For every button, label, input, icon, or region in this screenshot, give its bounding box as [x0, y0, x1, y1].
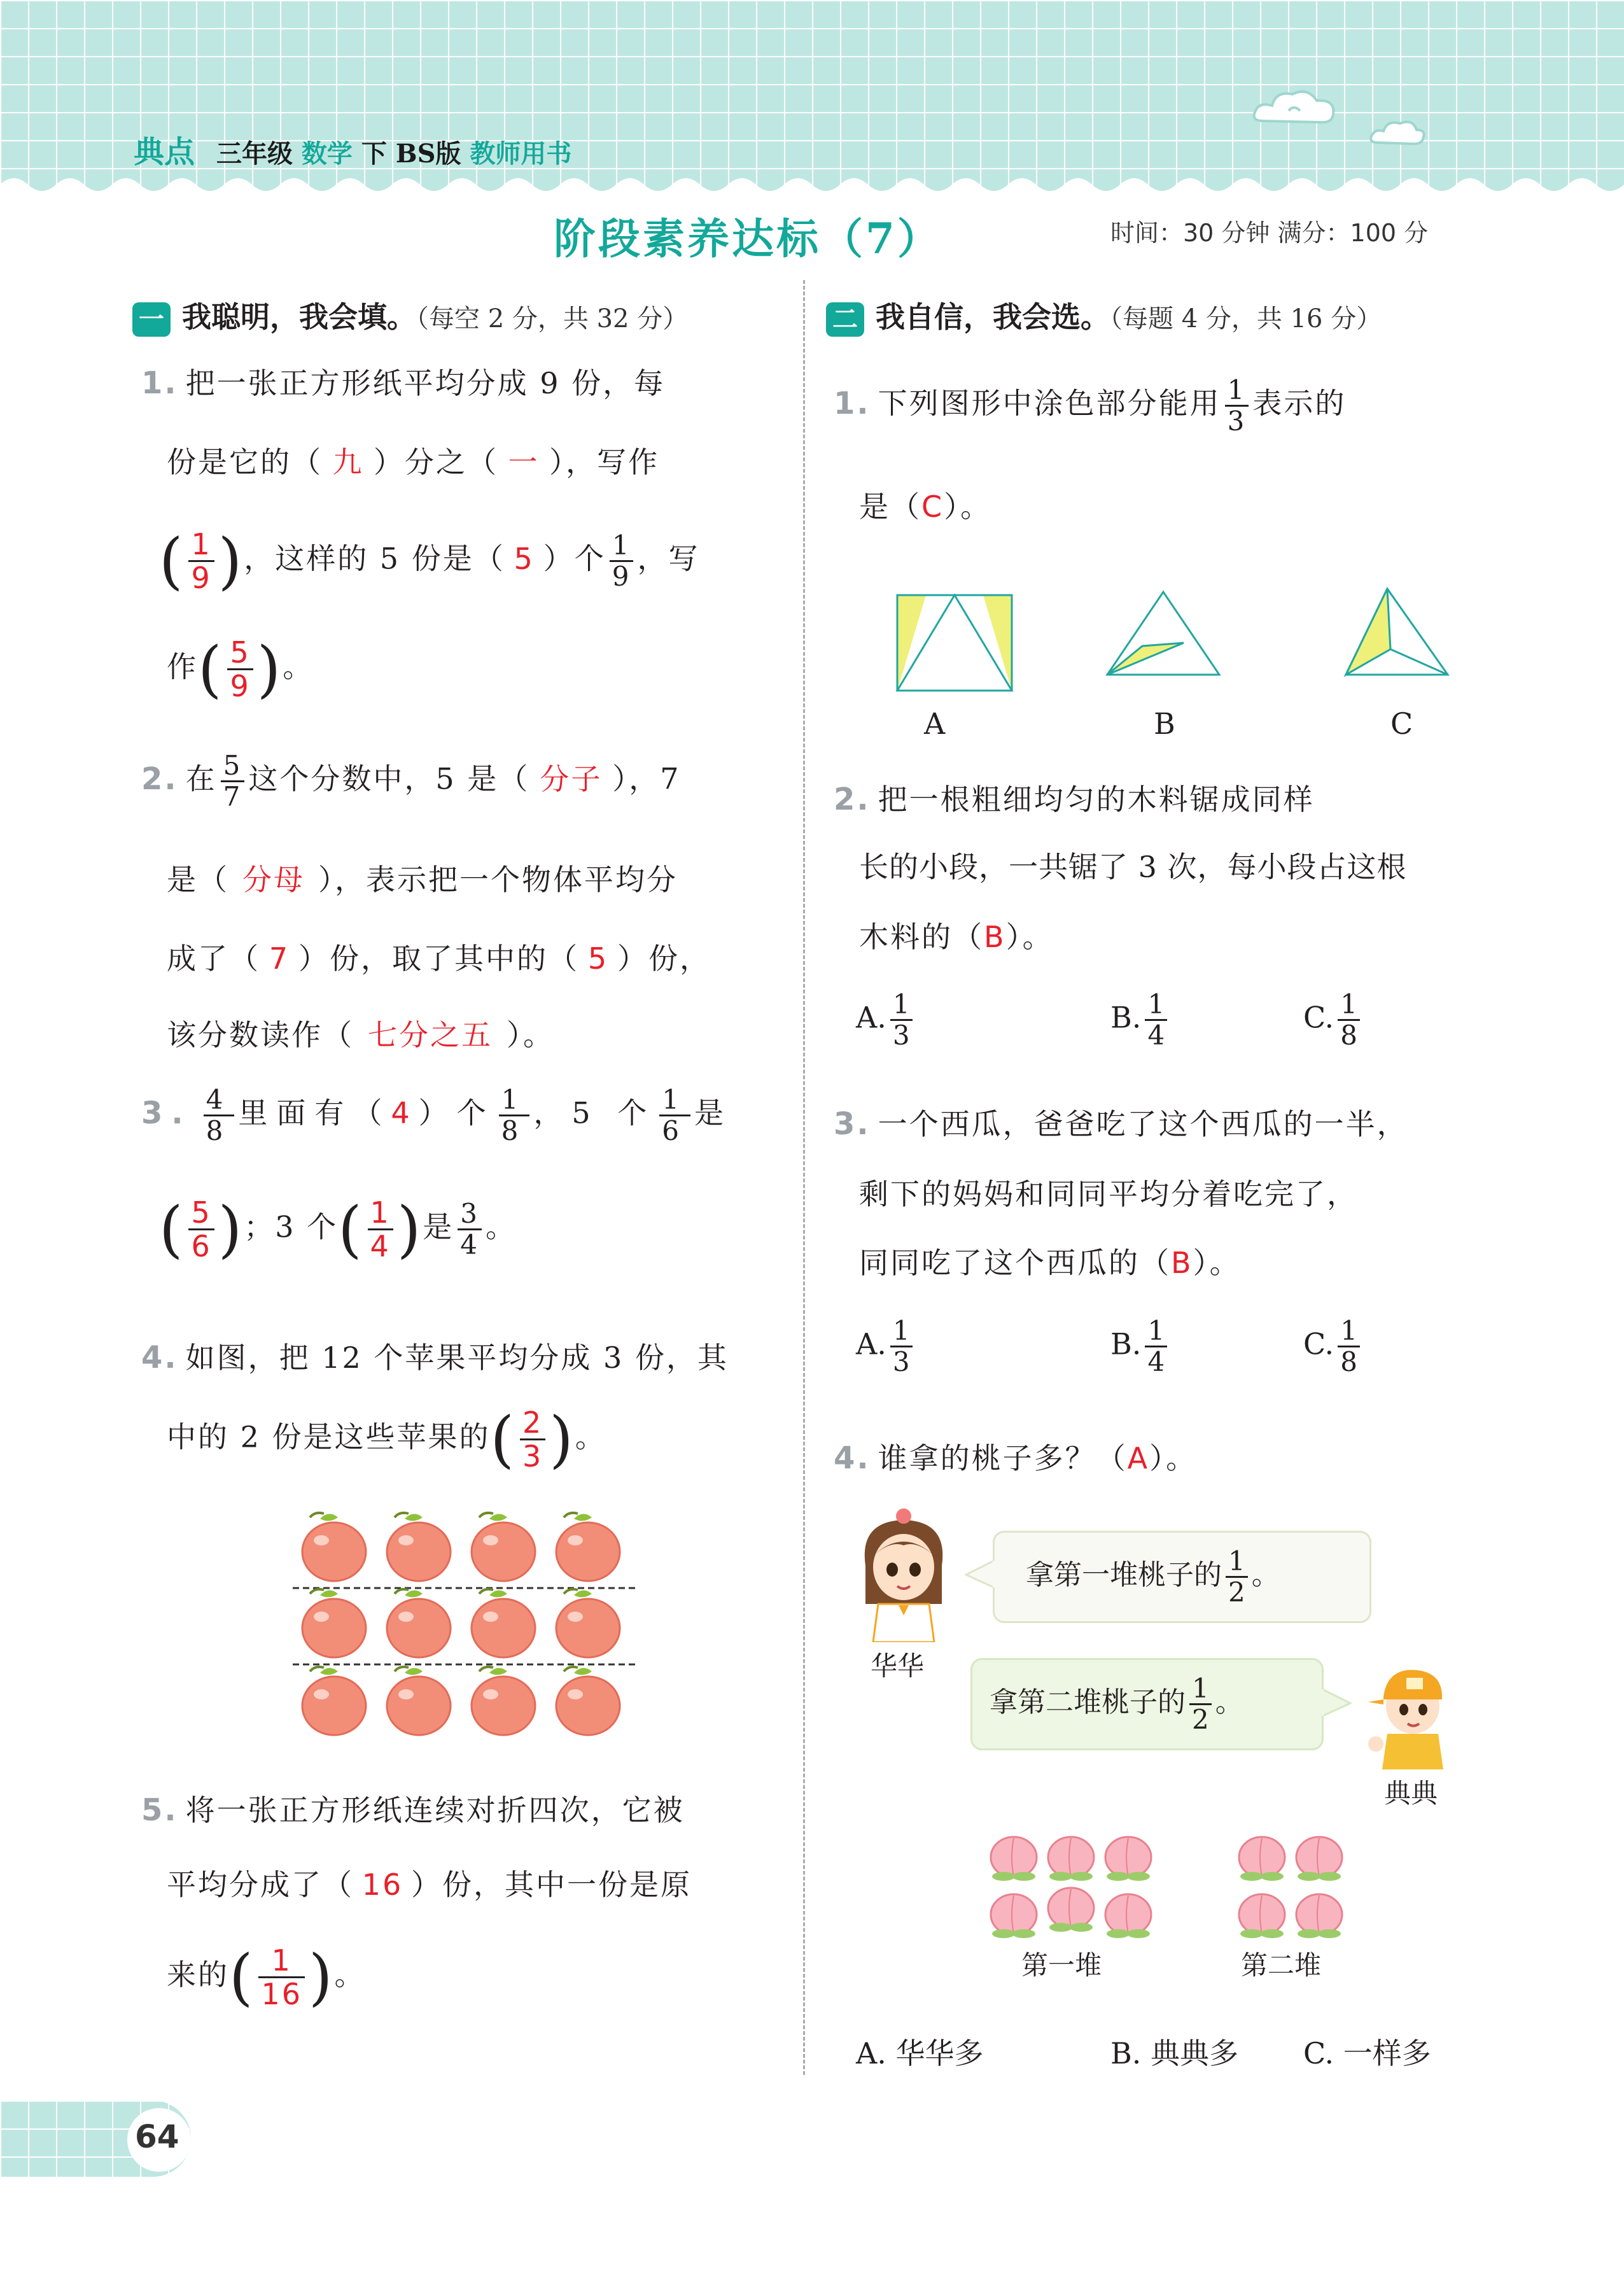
- text: 。: [486, 1209, 517, 1244]
- fraction: [610, 531, 634, 591]
- peach-icon: [1296, 1837, 1342, 1881]
- peach-icon: [1296, 1894, 1342, 1938]
- paren: ): [218, 1193, 244, 1265]
- apple-icon: [387, 1667, 451, 1735]
- header-book-type: 教师用书: [470, 139, 572, 169]
- numerator: 2: [522, 1405, 543, 1440]
- s2-q3-line2: [859, 1171, 1358, 1213]
- fraction: [659, 1085, 690, 1146]
- question-text: 长的小段，一共锯了 3 次，每小段占这根: [859, 850, 1407, 884]
- numerator: 1: [501, 1084, 528, 1115]
- s2-q2-option-a[interactable]: [856, 990, 916, 1050]
- s2-q3-option-b[interactable]: [1110, 1316, 1171, 1377]
- boy-avatar: [1362, 1661, 1457, 1769]
- apple-icon: [556, 1667, 620, 1735]
- text: ，5 个: [533, 1095, 656, 1130]
- numerator: 1: [1340, 1315, 1357, 1346]
- denominator: 8: [206, 1115, 232, 1146]
- text: 。: [1215, 1686, 1243, 1719]
- s2-q3-line1: [834, 1101, 1408, 1143]
- text: ）分之（: [374, 445, 498, 479]
- paren: (: [490, 1403, 516, 1475]
- denominator: 7: [223, 781, 242, 812]
- option-label: C.: [1303, 1000, 1334, 1035]
- numerator: 1: [271, 1943, 292, 1978]
- text: ），7: [612, 761, 681, 796]
- fraction: [204, 1085, 235, 1146]
- fraction: [1145, 1316, 1167, 1377]
- s1-q4-line1: [141, 1335, 729, 1377]
- s1-q1-line4: [167, 633, 314, 705]
- paren: (: [198, 633, 224, 705]
- fraction: [499, 1085, 530, 1146]
- section1-header: [132, 294, 688, 337]
- fraction: [458, 1199, 482, 1260]
- peach-icon: [1239, 1837, 1285, 1881]
- text: ），写作: [549, 445, 659, 479]
- answer: 5: [514, 541, 535, 576]
- paren: (: [159, 525, 185, 597]
- fraction: [1226, 1547, 1248, 1607]
- girl-avatar: [853, 1508, 955, 1642]
- apple-icon: [302, 1513, 366, 1581]
- denominator: 3: [1227, 405, 1247, 437]
- text: 作: [167, 649, 198, 684]
- section1-badge: 一: [132, 302, 171, 337]
- s1-q5-line2: [167, 1862, 692, 1904]
- page-title: 阶段素养达标（7）: [554, 214, 942, 264]
- question-number: 2.: [141, 761, 178, 797]
- text: 是（: [859, 489, 921, 524]
- pile-1-label: 第一堆: [1021, 1950, 1102, 1981]
- denominator: 4: [370, 1229, 391, 1263]
- paren: (: [229, 1941, 255, 2013]
- peach-icon: [1048, 1888, 1094, 1932]
- question-number: 2.: [834, 782, 871, 817]
- text: 。: [575, 1419, 606, 1454]
- apple-icon: [302, 1667, 366, 1735]
- shape-label-a: A: [924, 707, 946, 741]
- peach-icon: [991, 1837, 1037, 1881]
- fraction: [890, 1316, 913, 1377]
- denominator: 6: [662, 1115, 689, 1146]
- s2-q1-line1: [834, 376, 1346, 436]
- s1-q2-line4: [167, 1012, 554, 1054]
- s2-q3-line3: [859, 1240, 1241, 1282]
- denominator: 4: [1147, 1346, 1165, 1377]
- denominator: 3: [892, 1346, 910, 1377]
- apple-icon: [472, 1513, 535, 1581]
- option-label: A.: [856, 1326, 886, 1361]
- answer-fraction: [188, 1197, 214, 1262]
- header-brand: [134, 127, 571, 171]
- answer-fraction: [188, 528, 214, 594]
- section1-title: 我聪明，我会填。: [182, 300, 416, 334]
- girl-name: 华华: [871, 1650, 925, 1682]
- question-text: 把一根粗细均匀的木料锯成同样: [878, 782, 1315, 817]
- text: 该分数读作（: [167, 1018, 354, 1052]
- text: ）份，其中一份是原: [411, 1867, 692, 1902]
- s1-q3-line2: [159, 1193, 517, 1265]
- shape-label-b: B: [1154, 707, 1175, 741]
- shape-a: [897, 595, 1012, 691]
- s1-q1-line2: [167, 439, 659, 481]
- denominator: 2: [1228, 1577, 1245, 1608]
- peach-icon: [1048, 1837, 1094, 1881]
- peach-icon: [991, 1894, 1037, 1938]
- text: 在: [185, 761, 217, 796]
- apple-row-1: [302, 1513, 620, 1581]
- s1-q2-line3: [167, 936, 711, 978]
- question-text: 剩下的妈妈和同同平均分着吃完了，: [859, 1177, 1358, 1211]
- numerator: 1: [1340, 988, 1357, 1020]
- header-subject: 数学: [301, 139, 353, 169]
- paren: ): [218, 525, 244, 597]
- section2-scoring: （每题 4 分，共 16 分）: [1110, 304, 1382, 334]
- peach-icon: [1105, 1837, 1151, 1881]
- apple-icon: [387, 1589, 451, 1657]
- question-text: 如图，把 12 个苹果平均分成 3 份，其: [185, 1340, 729, 1375]
- fraction: [1145, 990, 1167, 1050]
- answer-fraction: [258, 1944, 305, 2010]
- text: ）。: [944, 489, 992, 524]
- denominator: 16: [261, 1977, 302, 2011]
- text: ）个: [418, 1095, 495, 1130]
- column-divider: [803, 280, 805, 2075]
- s2-q2-line2: [859, 844, 1407, 886]
- s2-q2-option-c[interactable]: [1303, 990, 1364, 1050]
- text: 里面有（: [238, 1095, 391, 1130]
- denominator: 8: [1340, 1346, 1357, 1377]
- question-text: 把一张正方形纸平均分成 9 份，每: [185, 366, 666, 400]
- text: ）。: [1193, 1246, 1241, 1280]
- s2-q2-option-b[interactable]: [1110, 990, 1171, 1050]
- numerator: 1: [1228, 1545, 1245, 1577]
- answer: 5: [587, 941, 609, 976]
- paren: ): [256, 633, 283, 705]
- fraction: [1225, 376, 1249, 436]
- text: 同同吃了这个西瓜的（: [859, 1246, 1171, 1280]
- denominator: 9: [230, 669, 251, 703]
- denominator: 6: [191, 1229, 212, 1263]
- peach-icon: [1239, 1894, 1285, 1938]
- question-number: 1.: [141, 365, 178, 401]
- text: ）个: [543, 541, 606, 576]
- paren: (: [159, 1193, 185, 1265]
- answer: 分母: [242, 862, 305, 897]
- text: 谁拿的桃子多？（: [878, 1441, 1128, 1475]
- denominator: 9: [612, 561, 631, 592]
- paren: ): [309, 1941, 335, 2013]
- apple-icon: [472, 1667, 535, 1735]
- text: 。: [283, 649, 314, 684]
- text: 成了（: [167, 941, 260, 976]
- apple-icon: [472, 1589, 535, 1657]
- peach-icon: [1105, 1894, 1151, 1938]
- text: ），表示把一个物体平均分: [318, 862, 678, 897]
- numerator: 1: [191, 527, 212, 561]
- page-number: 64: [135, 2118, 179, 2155]
- s2-q4-option-c[interactable]: C. 一样多: [1303, 2036, 1431, 2071]
- text: 是: [423, 1209, 454, 1244]
- apple-icon: [302, 1589, 366, 1657]
- text: 拿第一堆桃子的: [1026, 1559, 1222, 1591]
- text: 。: [334, 1957, 366, 1992]
- denominator: 4: [460, 1229, 479, 1260]
- answer: 七分之五: [368, 1018, 493, 1052]
- shape-label-c: C: [1390, 707, 1413, 741]
- option-label: C.: [1303, 1326, 1334, 1361]
- question-number: 4.: [141, 1340, 178, 1375]
- numerator: 5: [223, 750, 242, 781]
- s2-q4-option-b[interactable]: B. 典典多: [1110, 2036, 1239, 2071]
- s2-q3-option-a[interactable]: [856, 1316, 916, 1377]
- text: ，这样的 5 份是（: [244, 541, 505, 576]
- numerator: 1: [662, 1084, 689, 1115]
- text: 拿第二堆桃子的: [990, 1686, 1186, 1719]
- speech-text-girl: [1026, 1547, 1280, 1607]
- numerator: 3: [460, 1198, 479, 1229]
- numerator: 1: [1227, 374, 1247, 405]
- s1-q1-line1: [141, 360, 665, 402]
- bubble-tail: [1320, 1687, 1352, 1719]
- page-number-tab: [0, 2100, 191, 2177]
- numerator: 1: [1192, 1673, 1209, 1704]
- text: 表示的: [1252, 386, 1347, 421]
- s2-q4-option-a[interactable]: A. 华华多: [856, 2036, 984, 2071]
- text: 份是它的（: [167, 445, 323, 479]
- text: 是: [694, 1095, 733, 1130]
- paren: (: [338, 1193, 364, 1265]
- fraction: [1338, 990, 1360, 1050]
- answer: 7: [269, 941, 290, 976]
- denominator: 3: [892, 1020, 910, 1051]
- denominator: 4: [1147, 1020, 1165, 1051]
- speech-text-boy: [990, 1674, 1243, 1734]
- numerator: 1: [892, 988, 910, 1020]
- s1-q5-line3: [167, 1941, 366, 2013]
- header-edition: BS版: [395, 139, 461, 169]
- numerator: 4: [206, 1084, 232, 1115]
- text: ；3 个: [244, 1209, 339, 1244]
- pile-2-label: 第二堆: [1241, 1950, 1322, 1981]
- option-label: B.: [1110, 1000, 1142, 1035]
- section1-scoring: （每空 2 分，共 32 分）: [416, 304, 689, 334]
- s2-q1-line2: [859, 484, 991, 526]
- answer: 分子: [540, 761, 603, 796]
- answer: 16: [361, 1867, 403, 1902]
- s2-q4-line1: [834, 1435, 1197, 1477]
- cloud-icon: [1368, 115, 1425, 150]
- answer-fraction: [368, 1197, 393, 1262]
- answer: 一: [508, 445, 540, 479]
- text: 这个分数中，5 是（: [248, 761, 530, 796]
- question-number: 5.: [141, 1792, 178, 1828]
- fraction: [890, 990, 913, 1050]
- shape-c: [1346, 589, 1448, 675]
- header-grade: 三年级: [216, 139, 293, 169]
- text: ，写: [637, 541, 700, 576]
- s2-q2-line3: [859, 914, 1054, 956]
- fraction: [1338, 1316, 1360, 1377]
- s1-q1-line3: [159, 525, 700, 597]
- fraction: [221, 751, 245, 812]
- s1-q5-line1: [141, 1787, 685, 1829]
- peach-pile-1: [983, 1827, 1168, 1948]
- denominator: 8: [1340, 1020, 1357, 1051]
- question-number: 3.: [834, 1106, 871, 1142]
- apple-grid: [293, 1508, 636, 1750]
- s1-q3-line1: [141, 1085, 732, 1146]
- apple-icon: [556, 1513, 620, 1581]
- text: 木料的（: [859, 920, 984, 954]
- apple-icon: [556, 1589, 620, 1657]
- apple-row-3: [302, 1667, 620, 1735]
- text: 中的 2 份是这些苹果的: [167, 1419, 491, 1454]
- text: 。: [1251, 1559, 1280, 1591]
- section2-title: 我自信，我会选。: [876, 300, 1110, 334]
- answer: 4: [391, 1095, 419, 1130]
- apple-icon: [387, 1513, 451, 1581]
- text: ）份，取了其中的（: [298, 941, 579, 976]
- fraction: [1189, 1674, 1212, 1734]
- answer: B: [1171, 1246, 1193, 1280]
- text: ）份，: [617, 941, 711, 976]
- answer: 九: [332, 445, 364, 479]
- question-number: 1.: [834, 385, 871, 421]
- section2-badge: 二: [826, 302, 864, 337]
- answer: B: [984, 920, 1006, 954]
- answer-fraction: [227, 636, 253, 702]
- question-number: 3.: [141, 1095, 192, 1131]
- paren: ): [549, 1403, 575, 1475]
- numerator: 1: [370, 1195, 391, 1230]
- text: ）。: [507, 1018, 554, 1052]
- denominator: 2: [1192, 1704, 1209, 1735]
- header-wave: [0, 172, 1624, 197]
- s1-q2-line1: [141, 751, 681, 812]
- answer-fraction: [520, 1407, 545, 1472]
- bubble-tail: [965, 1558, 997, 1590]
- text: ）。: [1149, 1441, 1198, 1475]
- numerator: 5: [191, 1195, 212, 1230]
- text: 下列图形中涂色部分能用: [878, 386, 1221, 421]
- option-label: B.: [1110, 1326, 1142, 1361]
- option-label: A.: [856, 1000, 886, 1035]
- section2-header: [826, 294, 1382, 337]
- denominator: 3: [522, 1439, 543, 1473]
- text: 来的: [167, 1957, 229, 1992]
- text: 是（: [167, 862, 229, 897]
- s2-q3-option-c[interactable]: [1303, 1316, 1364, 1377]
- paren: ): [396, 1193, 423, 1265]
- exam-meta: 时间：30 分钟 满分：100 分: [1110, 219, 1429, 247]
- numerator: 1: [892, 1315, 910, 1346]
- denominator: 9: [191, 561, 212, 595]
- boy-name: 典典: [1384, 1778, 1438, 1809]
- brand-logo: 典点: [134, 134, 195, 170]
- apple-row-2: [302, 1589, 620, 1657]
- cloud-icon: [1250, 83, 1340, 134]
- numerator: 5: [230, 635, 251, 670]
- numerator: 1: [1147, 1315, 1165, 1346]
- s1-q2-line2: [167, 857, 678, 899]
- numerator: 1: [1147, 988, 1165, 1020]
- peach-pile-2: [1231, 1827, 1359, 1948]
- header-volume: 下: [361, 139, 387, 169]
- denominator: 8: [501, 1115, 528, 1146]
- s2-q2-line1: [834, 777, 1315, 819]
- answer: C: [921, 489, 944, 524]
- text: ）。: [1005, 920, 1054, 954]
- question-text: 将一张正方形纸连续对折四次，它被: [185, 1793, 685, 1827]
- answer: A: [1127, 1441, 1150, 1475]
- shape-options: [878, 582, 1476, 697]
- shape-b: [1107, 592, 1219, 675]
- question-number: 4.: [834, 1440, 871, 1476]
- question-text: 一个西瓜，爸爸吃了这个西瓜的一半，: [878, 1107, 1408, 1141]
- numerator: 1: [612, 530, 631, 561]
- s1-q4-line2: [167, 1403, 606, 1475]
- text: 平均分成了（: [167, 1867, 354, 1902]
